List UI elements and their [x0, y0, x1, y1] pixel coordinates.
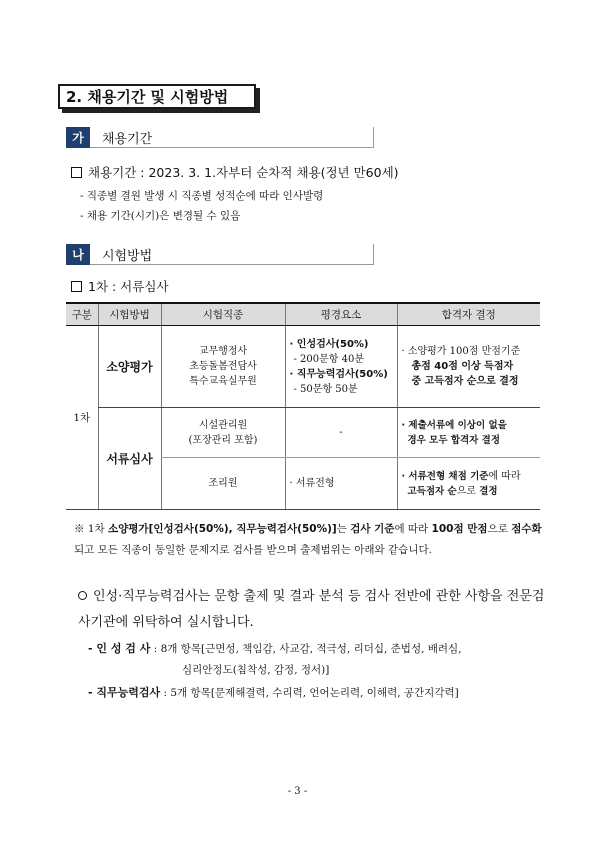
stage1-title: 1차 : 서류심사	[88, 279, 169, 294]
decision-cell	[397, 408, 540, 458]
decision-text: 으로	[456, 485, 480, 497]
job-item: 시설관리원	[198, 419, 248, 431]
table-row	[66, 326, 540, 408]
method-cell: 서류심사	[98, 408, 161, 510]
table-header: 시험방법	[98, 303, 161, 326]
table-header: 평경요소	[285, 303, 397, 326]
jobs-cell: 조리원	[161, 458, 285, 510]
exam-method-table	[66, 302, 540, 510]
note-text: 되고 모든 직종이 동일한 문제지로 검사를 받으며 출제범위는 아래와 같습니다.	[74, 544, 432, 556]
dash-key: - 인 성 검 사	[88, 642, 151, 655]
note-text: 는	[336, 523, 351, 535]
decision-line: 경우 모두 합격자 결정	[407, 434, 501, 446]
circle-text: 인성·직무능력검사는 문항 출제 및 결과 분석 등 검사 전반에 관한 사항을 전문검사기관에 위탁하여 실시합니다.	[78, 589, 545, 630]
section-heading	[58, 84, 256, 109]
note-text: 100점 만점	[431, 523, 488, 535]
decision-line: 중 고득점자 순으로 결정	[411, 376, 519, 387]
job-item: (포장관리 포함)	[188, 434, 258, 446]
stage-cell: 1차	[66, 326, 98, 510]
period-note: - 채용 기간(시기)은 변경될 수 있음	[80, 210, 241, 222]
dash-item-personality	[88, 638, 462, 660]
elements-cell: -	[285, 408, 397, 458]
dash-item-personality-cont: 심리안정도(침착성, 감정, 정서)]	[182, 664, 330, 676]
decision-cell	[397, 326, 540, 408]
note-text: 1차	[84, 523, 108, 535]
sub-heading-badge: 나	[66, 244, 90, 265]
table-header: 시험직종	[161, 303, 285, 326]
element-item: - 50문항 50분	[293, 383, 358, 395]
note-text: 검사 기준	[350, 523, 395, 535]
period-main	[71, 163, 399, 181]
decision-text: 에 따라	[488, 470, 521, 482]
sub-heading-method	[66, 244, 152, 265]
decision-line: · 제출서류에 이상이 없을	[401, 419, 507, 431]
note-text: 으로	[487, 523, 512, 535]
circle-bullet-icon	[78, 591, 87, 600]
decision-line: 총점 40점 이상 득점자	[411, 361, 514, 372]
checkbox-icon	[71, 281, 82, 292]
element-item: - 200문항 40분	[293, 353, 365, 365]
sub-heading-period	[66, 127, 152, 148]
note-mark: ※	[74, 523, 85, 535]
job-item: 특수교육실무원	[189, 376, 257, 387]
stage1-heading	[71, 277, 169, 295]
period-note: - 직종별 결원 발생 시 직종별 성적순에 따라 인사발령	[80, 190, 324, 202]
decision-cell	[397, 458, 540, 510]
note-text: 에 따라	[394, 523, 432, 535]
decision-text: 결정	[479, 485, 498, 497]
section-title: 2. 채용기간 및 시험방법	[66, 88, 229, 106]
elements-cell	[285, 326, 397, 408]
note-text: 소양평가[인성검사(50%), 직무능력검사(50%)]	[108, 523, 337, 535]
element-item: · 인성검사(50%)	[289, 338, 369, 350]
decision-line: · 소양평가 100점 만점기준	[401, 346, 521, 357]
decision-text: 고득점자 순	[407, 485, 457, 497]
elements-cell: · 서류전형	[285, 458, 397, 510]
table-header: 합격자 결정	[397, 303, 540, 326]
job-item: 초등돌봄전담사	[189, 361, 257, 372]
period-main-text: 채용기간 : 2023. 3. 1.자부터 순차적 채용(정년 만60세)	[88, 165, 399, 180]
dash-text: : 5개 항목[문제해결력, 수리력, 언어논리력, 이해력, 공간지각력]	[160, 687, 459, 699]
exam-note	[74, 519, 544, 561]
method-cell: 소양평가	[98, 326, 161, 408]
dash-item-ability	[88, 682, 459, 704]
dash-key: - 직무능력검사	[88, 686, 161, 699]
job-item: 교무행정사	[198, 346, 248, 357]
jobs-cell	[161, 408, 285, 458]
note-text: 점수화	[511, 523, 542, 535]
table-row	[66, 408, 540, 458]
element-item: · 직무능력검사(50%)	[289, 368, 388, 380]
sub-heading-badge: 가	[66, 127, 90, 148]
checkbox-icon	[71, 167, 82, 178]
circle-paragraph	[78, 584, 548, 636]
decision-text: · 서류전형 채점 기준	[401, 470, 489, 482]
jobs-cell	[161, 326, 285, 408]
table-header-row	[66, 303, 540, 326]
sub-heading-title: 시험방법	[102, 249, 153, 264]
dash-text: : 8개 항목[근면성, 책임감, 사교감, 적극성, 리더십, 준법성, 배려심,	[150, 643, 462, 655]
table-header: 구분	[66, 303, 98, 326]
page-number: - 3 -	[287, 786, 308, 797]
sub-heading-title: 채용기간	[102, 132, 153, 147]
